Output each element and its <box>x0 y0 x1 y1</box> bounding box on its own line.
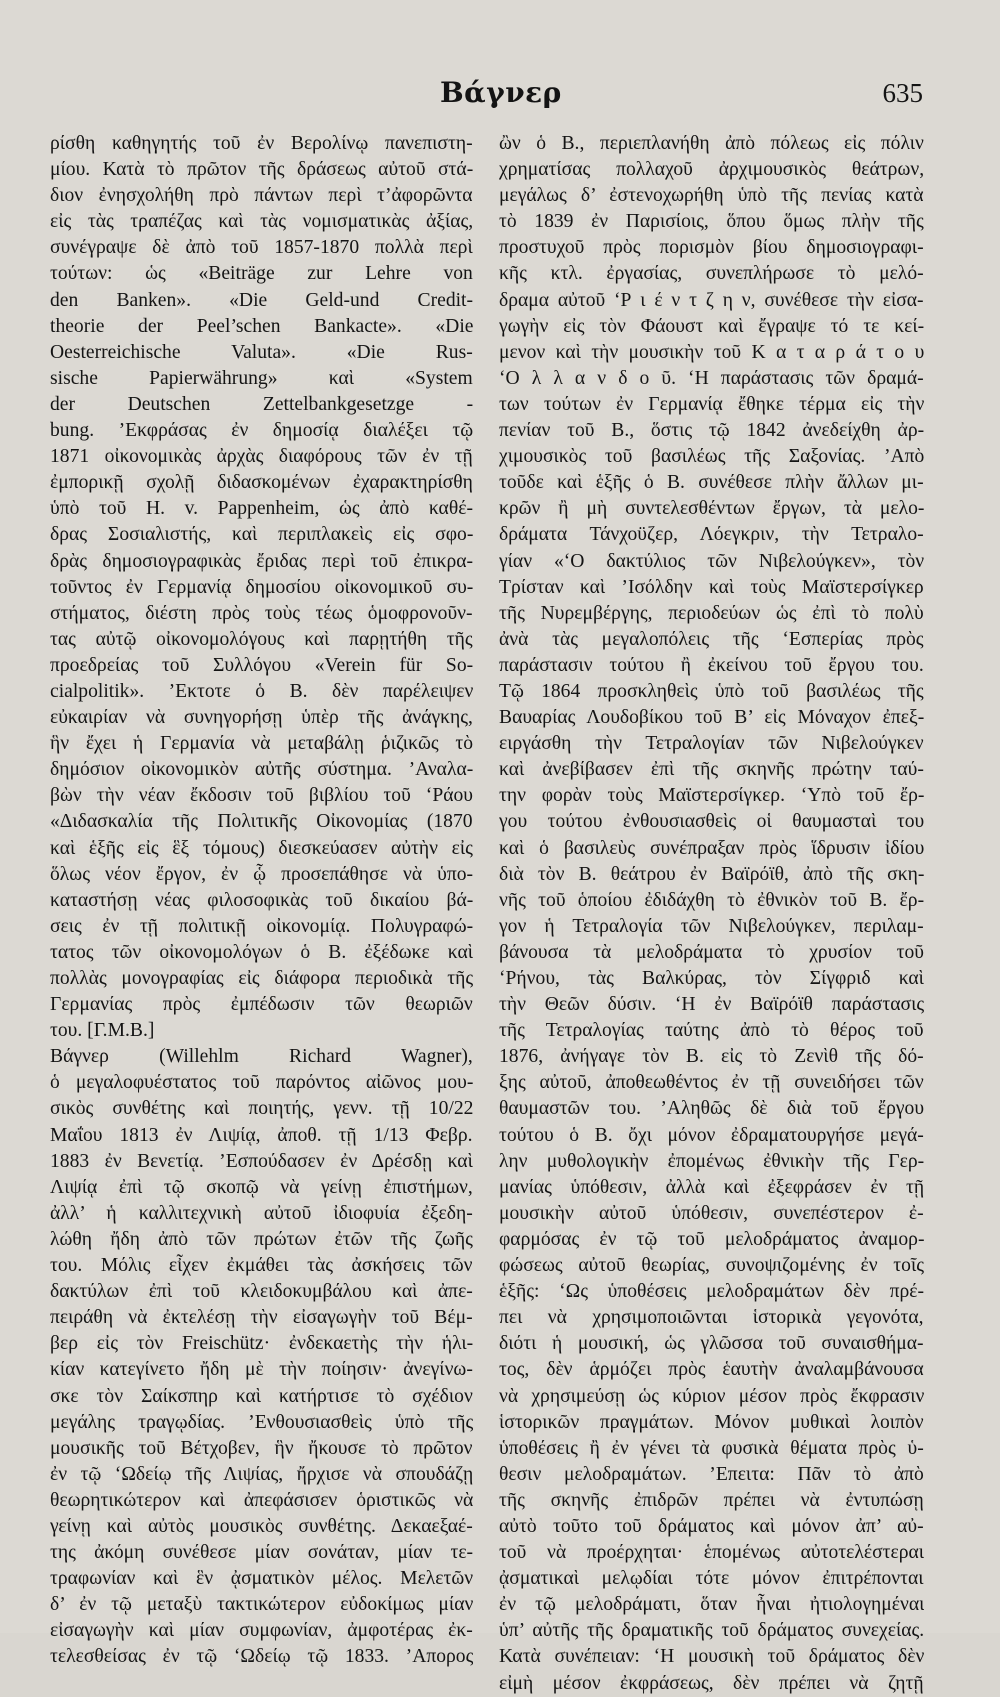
text-line: παράστασιν τούτου ἢ ἐκείνου τοῦ ἔργου του. <box>499 654 924 676</box>
text-line: ἀνὰ τὰς μεγαλοπόλεις τῆς ‘Εσπερίας πρὸς <box>499 628 924 650</box>
text-line: 1871 οἰκονομικὰς ἀρχὰς διαφόρους τῶν ἐν τῇ <box>50 446 473 468</box>
text-line: τοῦντος ἐν Γερμανίᾳ δημοσίου οἰκονομικοῦ συ- <box>50 576 473 598</box>
text-line: αὐτὸ τοῦτο τοῦ δράματος καὶ μόνον ἀπ’ αὐ- <box>499 1515 924 1537</box>
text-line: ἱστορικῶν πραγμάτων. Μόνον μυθικαὶ λοιπὸν <box>499 1411 924 1433</box>
text-line: γείνῃ καὶ αὐτὸς μουσικὸς συνθέτης. Δεκαεξαέ- <box>50 1515 473 1537</box>
text-line: τελεσθείσας ἐν τῷ ‘Ωδείῳ τῷ 1833. ’Απορος <box>50 1646 473 1668</box>
text-line: Τῷ 1864 προσκληθεὶς ὑπὸ τοῦ βασιλέως τῆς <box>499 680 924 702</box>
text-line: ὅλως νέον ἔργον, ἐν ᾧ προσεπάθησε νὰ ὑπο- <box>50 863 473 885</box>
text-line: τούτου ὁ Β. ὄχι μόνον ἐδραματουργήσε μεγά- <box>499 1124 924 1146</box>
text-line: φώσεως αὐτοῦ θεωρίας, συνοψιζομένης ἐν τοῖς <box>499 1255 924 1277</box>
text-line: των τούτων ἐν Γερμανίᾳ ἔθηκε τέρμα εἰς τὴν <box>499 393 924 415</box>
text-line: πενίαν τοῦ Β., ὅστις τῷ 1842 ἀνεδείχθη ἀρ- <box>499 420 924 442</box>
text-line: διὰ τὸν Β. θεάτρου ἐν Βαϊρόϊθ, ἀπὸ τῆς σκη- <box>499 863 924 885</box>
text-line: εἰσαγωγὴν καὶ μίαν συμφωνίαν, ἀμφοτέρας ἐκ- <box>50 1620 473 1642</box>
text-line: ειργάσθη τὴν Τετραλογίαν τῶν Νιβελούγκεν <box>499 733 924 755</box>
text-line: μουσικῆς τοῦ Βέτχοβεν, ἣν ἤκουσε τὸ πρῶτον <box>50 1437 473 1459</box>
text-line: τὸ 1839 ἐν Παρισίοις, ὅπου ὅμως πλὴν τῆς <box>499 211 924 233</box>
text-line: τὴν Θεῶν δύσιν. ‘Η ἐν Βαϊρόϊθ παράστασις <box>499 994 924 1016</box>
page-header <box>0 76 1000 120</box>
text-line: ὑπ’ αὐτῆς τῆς δραματικῆς τοῦ δράματος συνεχείας. <box>499 1620 924 1642</box>
text-line: εἰς τὰς τραπέζας καὶ τὰς νομισματικὰς ἀξίας, <box>50 211 473 233</box>
text-line: sische Papierwährung» καὶ «System <box>50 367 473 389</box>
text-line: ρίσθη καθηγητής τοῦ ἐν Βερολίνῳ πανεπιστη- <box>50 133 473 154</box>
text-line: Βαυαρίας Λουδοβίκου τοῦ Β’ εἰς Μόναχον ἐπεξ- <box>499 707 924 729</box>
text-line: ὑποθέσεις ἢ ἐν γένει τὰ φυσικὰ θέματα πρὸς ὑ- <box>499 1437 924 1459</box>
text-line: βερ εἰς τὸν Freischütz· ἐνδεκαετὴς τὴν ἡλι- <box>50 1333 473 1355</box>
page-number: 635 <box>882 78 923 108</box>
text-line: μανίας ὑπόθεσιν, ἀλλὰ καὶ ἐξεφράσεν ἐν τῇ <box>499 1176 924 1198</box>
text-line: γίαν «‘Ο δακτύλιος τῶν Νιβελούγκεν», τὸν <box>499 550 924 572</box>
right-text-column <box>499 131 924 1697</box>
text-line: den Banken». «Die Geld-und Credit- <box>50 289 473 311</box>
text-line: μεγάλης τραγῳδίας. ’Ενθουσιασθεὶς ὑπὸ τῆς <box>50 1411 473 1433</box>
text-line: ἐν τῷ ‘Ωδείῳ τῆς Λιψίας, ἤρχισε νὰ σπουδάζῃ <box>50 1463 473 1485</box>
text-line: του. [Γ.Μ.Β.] <box>50 1020 155 1042</box>
text-line: μουσικὴν αὐτοῦ ὑπόθεσιν, συνεπέστερον ἐ- <box>499 1202 924 1224</box>
text-line: ᾀσματικαὶ μελῳδίαι τότε μόνον ἐπιτρέπονται <box>499 1568 924 1590</box>
text-line: δ’ ἐν τῷ μεταξὺ τακτικώτερον εὐδοκίμως μίαν <box>50 1594 473 1616</box>
text-line: κίαν κατεγίνετο ἤδη μὲ τὴν ποίησιν· ἀνεγίνω- <box>50 1359 473 1381</box>
text-line: Γερμανίας πρὸς ἐμπέδωσιν τῶν θεωριῶν <box>50 994 473 1016</box>
text-line: τος, δὲν ἁρμόζει πρὸς ἑαυτὴν ἀναλαμβάνουσα <box>499 1359 924 1381</box>
text-line: τῆς Τετραλογίας ταύτης ἀπὸ τὸ θέρος τοῦ <box>499 1020 924 1042</box>
text-line: ἣν ἔχει ἡ Γερμανία νὰ μεταβάλῃ ῥιζικῶς τὸ <box>50 733 473 755</box>
text-line: σεις ἐν τῇ πολιτικῇ οἰκονομίᾳ. Πολυγραφώ- <box>50 915 473 937</box>
text-line: theorie der Peel’schen Bankacte». «Die <box>50 315 473 337</box>
text-line: ὑπὸ τοῦ Η. v. Pappenheim, ὡς ἀπὸ καθέ- <box>50 498 473 520</box>
text-line: δρας Σοσιαλιστής, καὶ περιπλακεὶς εἰς σφο- <box>50 524 473 546</box>
text-line: πειράθη νὰ ἐκτελέσῃ τὴν εἰσαγωγὴν τοῦ Βέμ- <box>50 1307 473 1329</box>
text-line: 1876, ἀνήγαγε τὸν Β. εἰς τὸ Ζενὶθ τῆς δό- <box>499 1046 924 1068</box>
text-line: δρὰς δημοσιογραφικὰς ἔριδας περὶ τοῦ ἐπικρα- <box>50 550 473 572</box>
text-line: τατος τῶν οἰκονομολόγων ὁ Β. ἐξέδωκε καὶ <box>50 941 473 963</box>
text-line: βὼν τὴν νέαν ἔκδοσιν τοῦ βιβλίου τοῦ ‘Ράου <box>50 785 473 807</box>
text-line: δράματα Τάνχοϋζερ, Λόεγκριν, τὴν Τετραλο- <box>499 524 924 546</box>
text-line: Oesterreichische Valuta». «Die Rus- <box>50 341 473 363</box>
text-line: τῆς Νυρεμβέργης, περιοδεύων ὡς ἐπὶ τὸ πολὺ <box>499 602 924 624</box>
text-line: γωγὴν εἰς τὸν Φάουστ καὶ ἔγραψε τό τε κεί- <box>499 315 924 337</box>
text-line: ἐμπορικῇ σχολῇ διδασκομένων ἐχαρακτηρίσθη <box>50 472 473 494</box>
text-line: εἰμὴ μέσον ἐκφράσεως, δὲν πρέπει νὰ ζητῇ <box>499 1672 924 1694</box>
text-line: μεγάλως δ’ ἐστενοχωρήθη ὑπὸ τῆς πενίας κατὰ <box>499 185 924 207</box>
text-line: τῆς σκηνῆς ἐπιδρῶν πρέπει νὰ ἐντυπώσῃ <box>499 1489 924 1511</box>
text-line: bung. ’Εκφράσας ἐν δημοσίᾳ διαλέξει τῷ <box>50 420 473 442</box>
text-line: της ἀκόμη συνέθεσε μίαν σονάταν, μίαν τε- <box>50 1542 473 1564</box>
text-line: τραφωνίαν καὶ ἓν ᾀσματικὸν μέλος. Μελετῶν <box>50 1568 473 1590</box>
text-line: καὶ ἀνεβίβασεν ἐπὶ τῆς σκηνῆς πρώτην ταύ- <box>499 759 924 781</box>
text-line: der Deutschen Zettelbankgesetzge - <box>50 393 473 415</box>
text-line: Τρίσταν καὶ ’Ισόλδην καὶ τοὺς Μαϊστερσίγκερ <box>499 576 924 598</box>
text-line: προεδρείας τοῦ Συλλόγου «Verein für So- <box>50 654 473 676</box>
left-text-column <box>50 131 473 1671</box>
text-line: βάνουσα τὰ μελοδράματα τὸ χρυσίον τοῦ <box>499 941 924 963</box>
text-line: τοῦ νὰ προέρχηται· ἑπομένως αὐτοτελέστεραι <box>499 1542 924 1564</box>
text-line: θεωρητικώτερον καὶ ἀπεφάσισεν ὁριστικῶς νὰ <box>50 1489 473 1511</box>
text-line: σικὸς συνθέτης καὶ ποιητής, γενν. τῇ 10/22 <box>50 1098 473 1120</box>
text-line: καὶ ἑξῆς εἰς ἓξ τόμους) διεσκεύασεν αὐτὴν εἰς <box>50 837 473 859</box>
text-line: μίου. Κατὰ τὸ πρῶτον τῆς δράσεως αὐτοῦ στά- <box>50 159 473 181</box>
text-line: 1883 ἐν Βενετίᾳ. ’Εσπούδασεν ἐν Δρέσδῃ καὶ <box>50 1150 473 1172</box>
text-line: «Διδασκαλία τῆς Πολιτικῆς Οἰκονομίας (1870 <box>50 811 473 833</box>
text-line: προστυχοῦ πρὸς πορισμὸν βίου δημοσιογραφι- <box>499 237 924 259</box>
text-line: στήματος, διέστη πρὸς τοὺς τέως ὁμοφρονοῦν- <box>50 602 473 624</box>
text-line: ὁ μεγαλοφυέστατος τοῦ παρόντος αἰῶνος μου- <box>50 1072 473 1094</box>
text-line: πει νὰ χρησιμοποιῶνται ἱστορικὰ γεγονότα, <box>499 1307 924 1329</box>
text-line: γον ἡ Τετραλογία τῶν Νιβελούγκεν, περιλαμ- <box>499 915 924 937</box>
text-line: εὐκαιρίαν νὰ συνηγορήσῃ ὑπὲρ τῆς ἀνάγκης, <box>50 707 473 729</box>
text-line: γου τούτου ἐνθουσιασθεὶς οἱ θαυμασταὶ του <box>499 811 924 833</box>
text-line: κρῶν ἢ μὴ συντελεσθέντων ἔργων, τὰ μελο- <box>499 498 924 520</box>
text-line: σκε τὸν Σαίκσπηρ καὶ κατήρτισε τὸ σχέδιον <box>50 1385 473 1407</box>
text-line: μενον καὶ τὴν μουσικὴν τοῦ Κ α τ α ρ ά τ ο υ <box>499 341 924 363</box>
text-line: δημόσιον οἰκονομικὸν αὐτῆς σύστημα. ’Αναλα- <box>50 759 473 781</box>
text-line: του. Μόλις εἶχεν ἐκμάθει τὰς ἀσκήσεις τῶν <box>50 1255 473 1277</box>
text-line: διότι ἡ μουσική, ὡς γλῶσσα τοῦ συναισθήμα- <box>499 1333 924 1355</box>
text-line: ἀλλ’ ἡ καλλιτεχνικὴ αὐτοῦ ἰδιοφυία ἐξεδη- <box>50 1202 473 1224</box>
text-line: λην μυθολογικὴν ἐπομένως ἐθνικὴν τῆς Γερ- <box>499 1150 924 1172</box>
text-line: ‘Ο λ λ α ν δ ο ῦ. ‘Η παράστασις τῶν δραμά- <box>499 367 924 389</box>
text-line: Κατὰ συνέπειαν: ‘Η μουσικὴ τοῦ δράματος δὲν <box>499 1646 924 1668</box>
text-line: δραμα αὐτοῦ ‘Ρ ι έ ν τ ζ η ν, συνέθεσε τὴν εἰσα- <box>499 289 924 311</box>
text-line: πολλὰς μονογραφίας εἰς διάφορα περιοδικὰ τῆς <box>50 968 473 989</box>
text-line: Βάγνερ (Willehlm Richard Wagner), <box>50 1046 473 1068</box>
text-line: φαρμόσας ἐν τῷ τοῦ μελοδράματος ἀναμορ- <box>499 1228 924 1250</box>
text-line: Λιψίᾳ ἐπὶ τῷ σκοπῷ νὰ γείνῃ ἐπιστήμων, <box>50 1176 473 1198</box>
text-line: συνέγραψε δὲ ἀπὸ τοῦ 1857-1870 πολλὰ περὶ <box>50 237 473 259</box>
text-line: ξης αὐτοῦ, ἀποθεωθέντος ἐν τῇ συνειδήσει τῶν <box>499 1072 924 1094</box>
text-line: τοῦδε καὶ ἑξῆς ὁ Β. συνέθεσε πλὴν ἄλλων μι- <box>499 472 924 494</box>
text-line: cialpolitik». ’Εκτοτε ὁ Β. δὲν παρέλειψεν <box>50 680 473 702</box>
text-line: δακτύλων ἐπὶ τοῦ κλειδοκυμβάλου καὶ ἀπε- <box>50 1281 473 1303</box>
text-line: καὶ ὁ βασιλεὺς συνέπραξαν πρὸς ἵδρυσιν ἰδίου <box>499 837 924 859</box>
text-line: νῆς τοῦ ὁποίου ἐδιδάχθη τὸ ἐθνικὸν τοῦ Β. ἔρ- <box>499 889 924 911</box>
text-line: χιμουσικὸς τοῦ βασιλέως τῆς Σαξονίας. ’Απὸ <box>499 446 924 468</box>
text-line: θεσιν μελοδραμάτων. ’Επειτα: Πᾶν τὸ ἀπὸ <box>499 1463 924 1485</box>
text-line: ἐν τῷ μελοδράματι, ὅταν ἦναι ἠτιολογημέναι <box>499 1594 924 1616</box>
text-line: ‘Ρήνου, τὰς Βαλκύρας, τὸν Σίγφριδ καὶ <box>499 968 924 989</box>
running-title: Βάγνερ <box>440 76 562 109</box>
text-line: χρηματίσας πολλαχοῦ ἀρχιμουσικὸς θεάτρων, <box>499 159 924 181</box>
text-line: διον ἐνησχολήθη πρὸ πάντων περὶ τ’ἀφορῶντα <box>50 185 473 207</box>
text-line: τούτων: ὡς «Beiträge zur Lehre von <box>50 263 473 285</box>
text-line: λώθη ἤδη ἀπὸ τῶν πρώτων ἐτῶν τῆς ζωῆς <box>50 1228 473 1250</box>
text-line: καταστήσῃ νέας φιλοσοφικὰς τοῦ δικαίου βά- <box>50 889 473 911</box>
text-line: κῆς κτλ. ἐργασίας, συνεπλήρωσε τὸ μελό- <box>499 263 924 285</box>
text-line: τας αὐτῷ οἰκονομολόγους καὶ παρῃτήθη τῆς <box>50 628 473 650</box>
text-line: ἑξῆς: ‘Ως ὑποθέσεις μελοδραμάτων δὲν πρέ- <box>499 1281 924 1303</box>
text-line: θαυμαστῶν του. ’Αληθῶς δὲ διὰ τοῦ ἔργου <box>499 1098 924 1120</box>
text-line: νὰ χρησιμεύσῃ ὡς κύριον μέσον πρὸς ἔκφρασιν <box>499 1385 924 1407</box>
text-line: την φορὰν τοὺς Μαϊστερσίγκερ. ‘Υπὸ τοῦ ἔρ- <box>499 785 924 807</box>
text-line: Μαΐου 1813 ἐν Λιψίᾳ, ἀποθ. τῇ 1/13 Φεβρ. <box>50 1124 473 1146</box>
text-line: ὢν ὁ Β., περιεπλανήθη ἀπὸ πόλεως εἰς πόλιν <box>499 133 924 154</box>
